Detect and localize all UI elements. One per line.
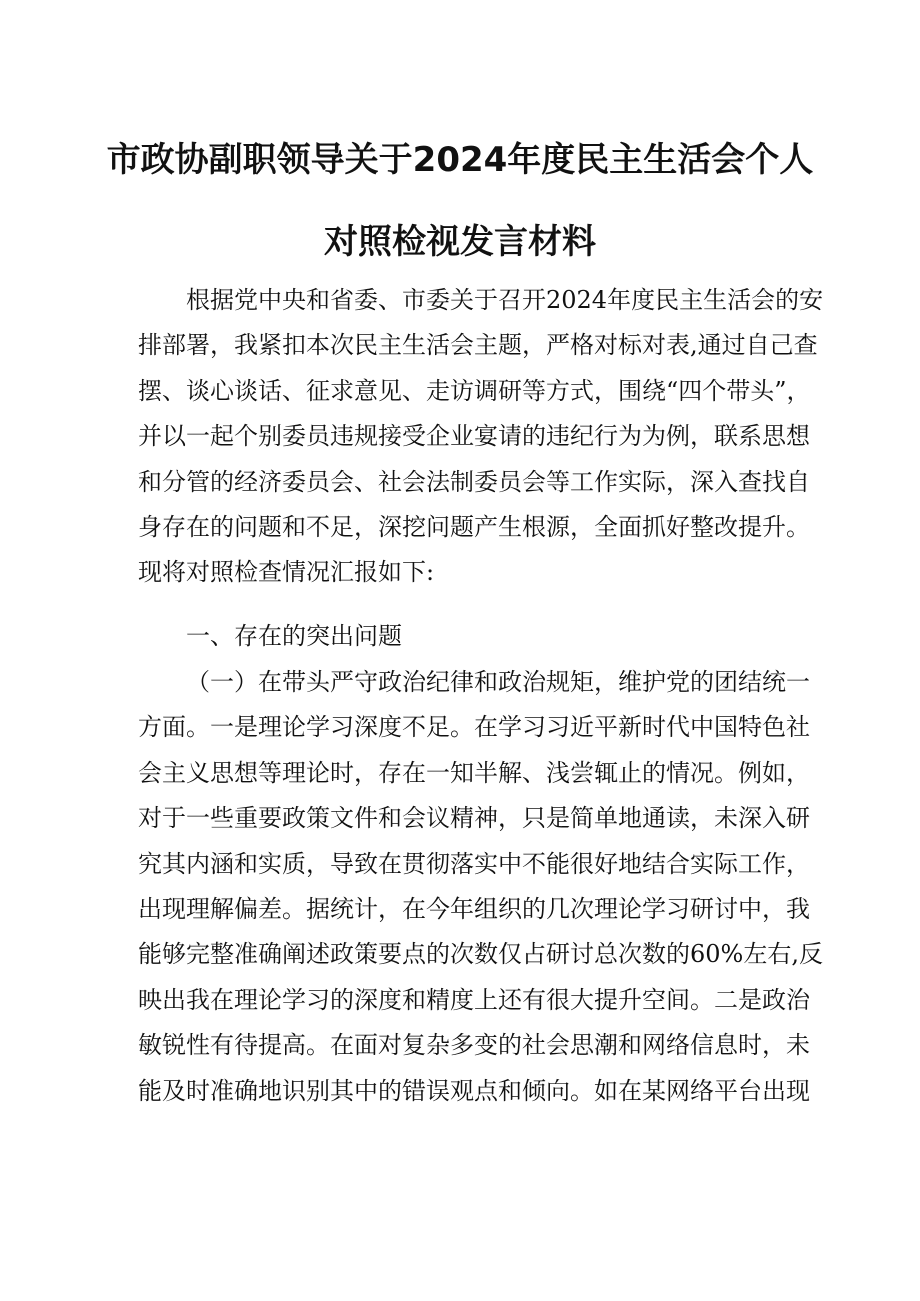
- paragraph-line: 摆、谈心谈话、征求意见、走访调研等方式，围绕“四个带头”，: [138, 376, 811, 405]
- paragraph-line: 对于一些重要政策文件和会议精神，只是简单地通读，未深入研: [138, 804, 810, 833]
- paragraph-line: 身存在的问题和不足，深挖问题产生根源，全面抓好整改提升。: [138, 512, 810, 541]
- document-title-line-2: 对照检视发言材料: [324, 222, 596, 262]
- paragraph-line: 根据党中央和省委、市委关于召开2024年度民主生活会的安: [186, 286, 824, 314]
- paragraph-line: 能够完整准确阐述政策要点的次数仅占研讨总次数的60%左右,反: [138, 940, 823, 969]
- paragraph-line: 敏锐性有待提高。在面对复杂多变的社会思潮和网络信息时，未: [138, 1031, 810, 1060]
- paragraph-line: 出现理解偏差。据统计，在今年组织的几次理论学习研讨中，我: [138, 894, 810, 923]
- paragraph-line: （一）在带头严守政治纪律和政治规矩，维护党的团结统一: [186, 668, 810, 696]
- intro-paragraph: [138, 278, 824, 596]
- paragraph-line: 并以一起个别委员违规接受企业宴请的违纪行为为例，联系思想: [138, 422, 810, 451]
- paragraph-line: 会主义思想等理论时，存在一知半解、浅尝辄止的情况。例如，: [138, 758, 810, 787]
- paragraph-line: 能及时准确地识别其中的错误观点和倾向。如在某网络平台出现: [138, 1076, 810, 1105]
- paragraph-line: 现将对照检查情况汇报如下:: [138, 558, 435, 587]
- section-heading: 一、存在的突出问题: [186, 622, 402, 650]
- paragraph-line: 究其内涵和实质，导致在贯彻落实中不能很好地结合实际工作，: [138, 849, 810, 878]
- paragraph-line: 排部署，我紧扣本次民主生活会主题，严格对标对表,通过自己查: [138, 331, 818, 360]
- paragraph-line: 和分管的经济委员会、社会法制委员会等工作实际，深入查找自: [138, 467, 810, 496]
- paragraph-line: 方面。一是理论学习深度不足。在学习习近平新时代中国特色社: [138, 713, 810, 742]
- paragraph-line: 映出我在理论学习的深度和精度上还有很大提升空间。二是政治: [138, 985, 810, 1014]
- section-paragraph: [138, 660, 823, 1114]
- document-title-line-1: 市政协副职领导关于2024年度民主生活会个人: [106, 140, 814, 180]
